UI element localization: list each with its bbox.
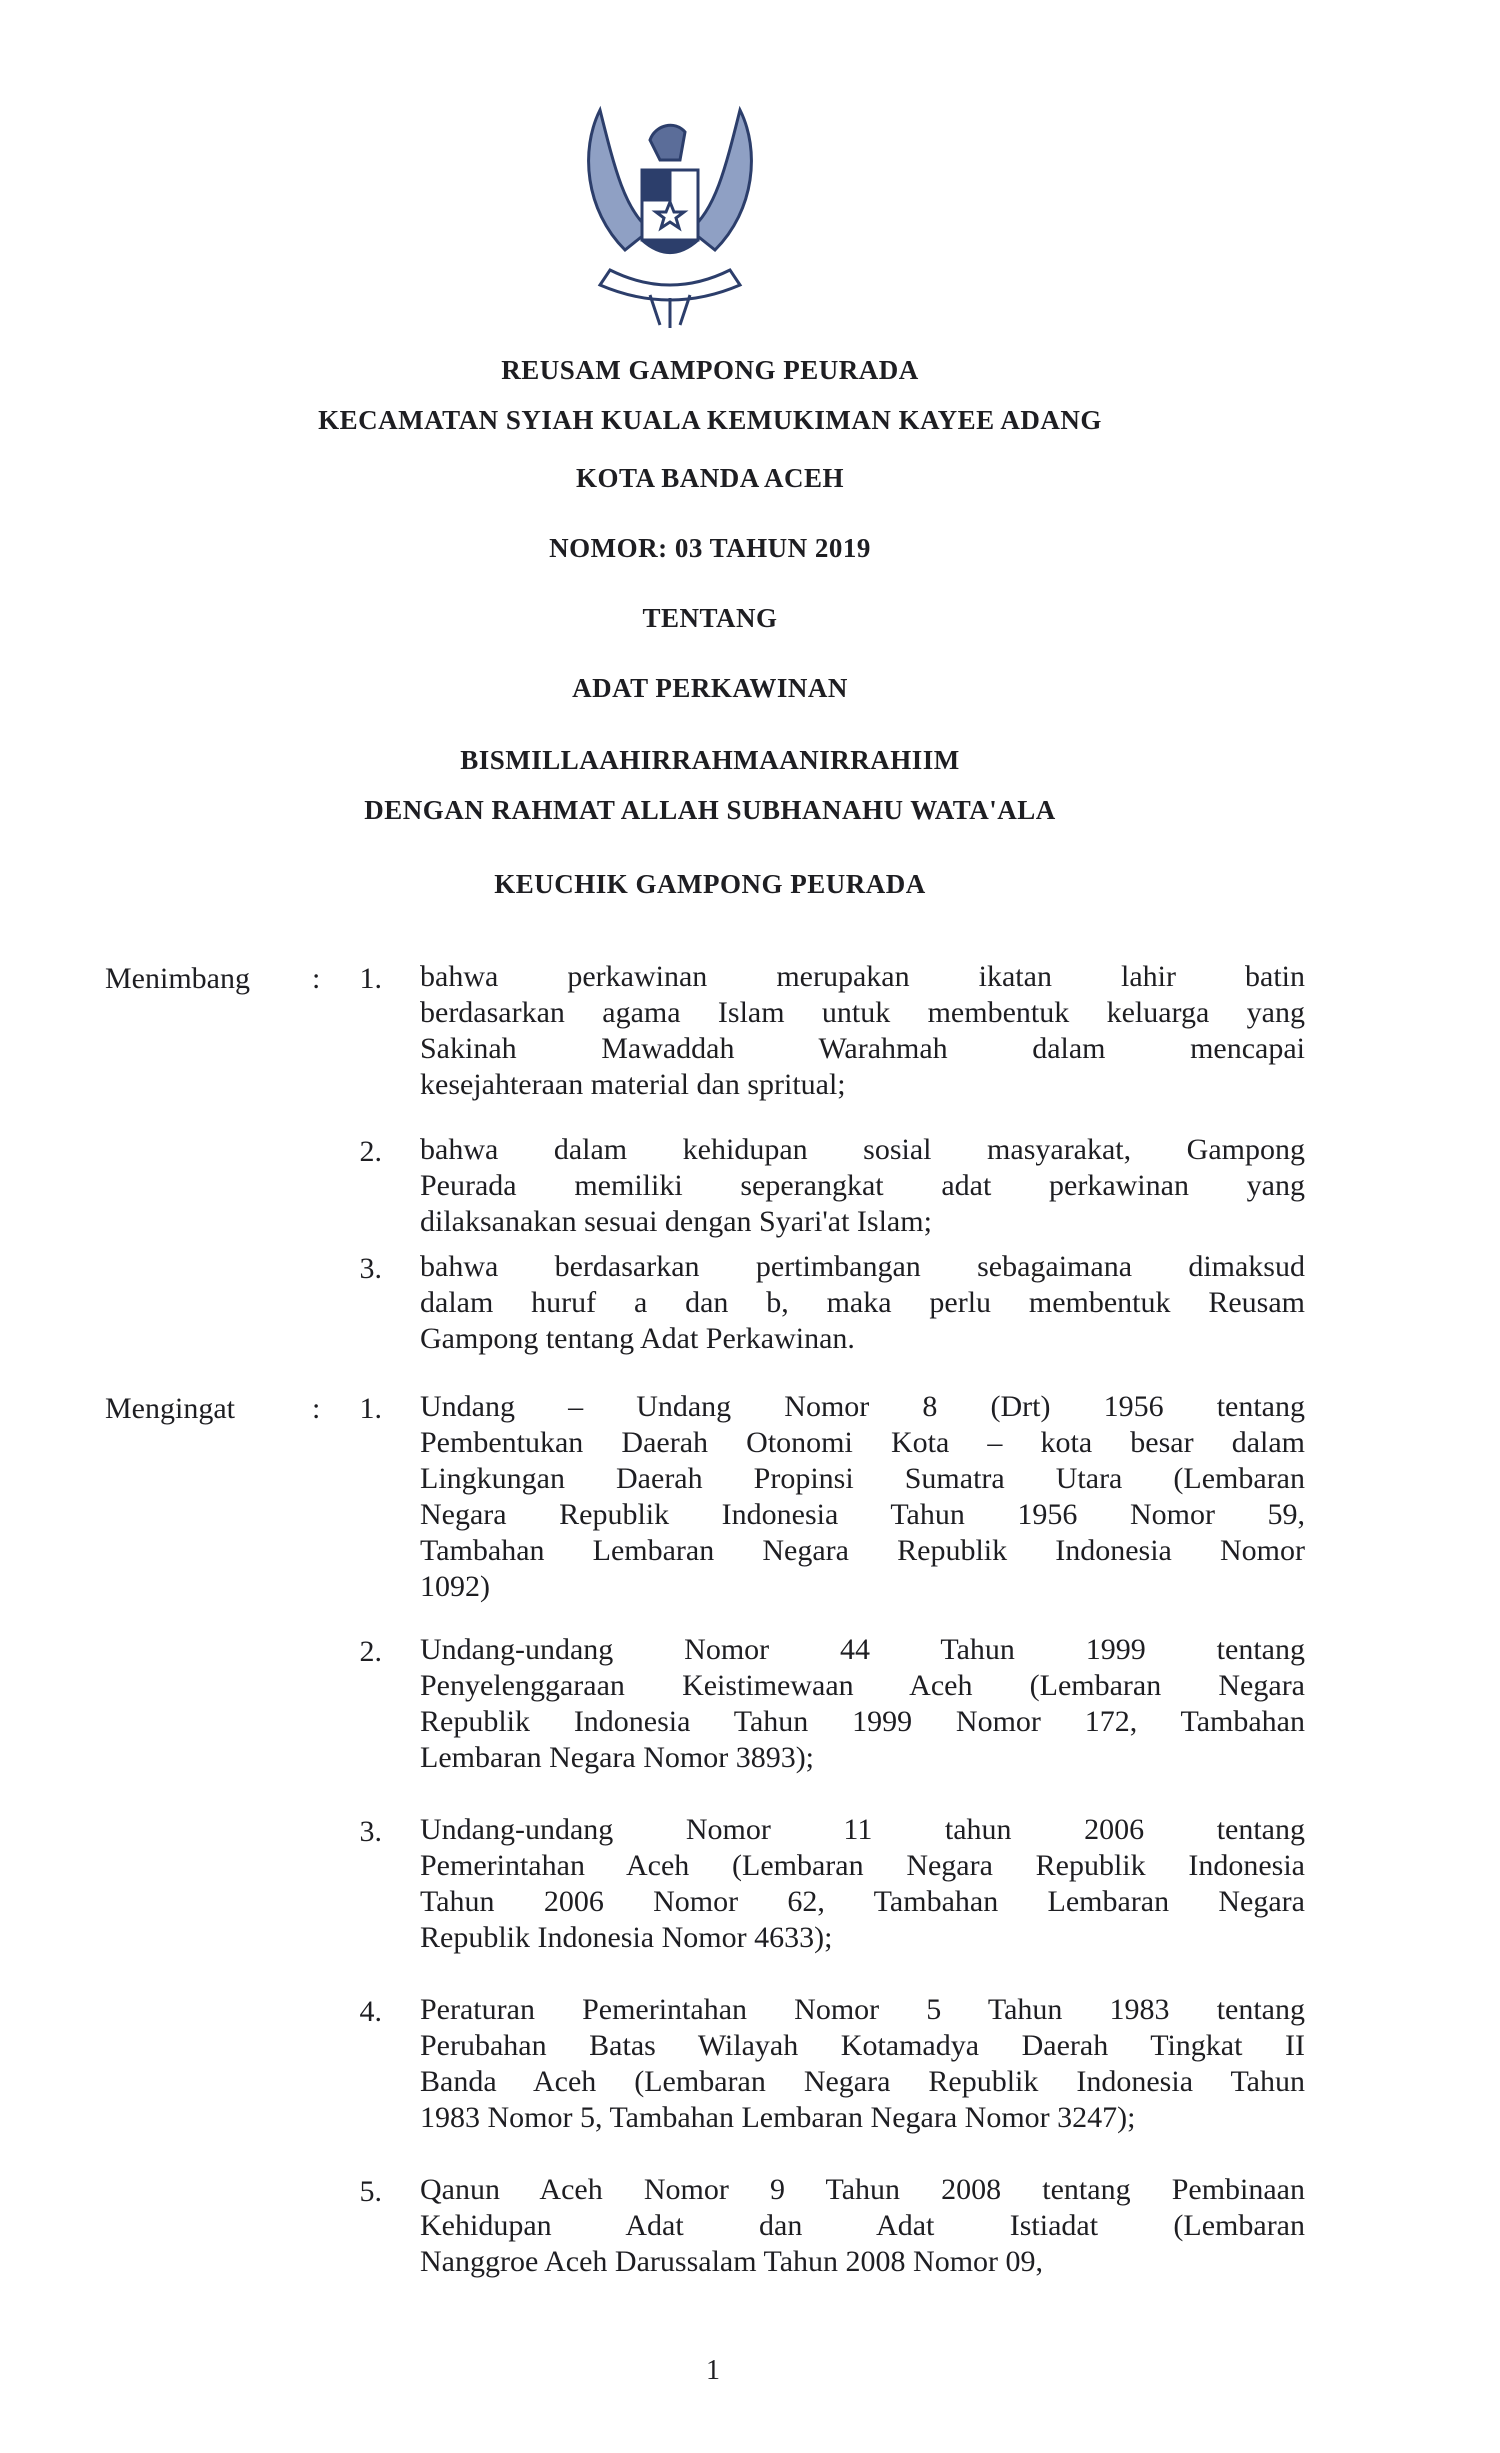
item-text-line: Peraturan Pemerintahan Nomor 5 Tahun 1983 tentang: [420, 1993, 1305, 2026]
title-kota: KOTA BANDA ACEH: [575, 463, 845, 493]
item-number: 5.: [359, 2175, 382, 2208]
item-text-line: dalam huruf a dan b, maka perlu membentuk Reusam: [420, 1286, 1305, 1319]
item-text-line: 1092): [420, 1570, 490, 1603]
list-item: [420, 2172, 1305, 2280]
item-text-line: Negara Republik Indonesia Tahun 1956 Nomor 59,: [420, 1498, 1305, 1531]
item-number: 3.: [359, 1252, 382, 1285]
list-item: [420, 1632, 1305, 1776]
item-text-line: Republik Indonesia Nomor 4633);: [420, 1921, 833, 1954]
item-text-line: bahwa berdasarkan pertimbangan sebagaimana dimaksud: [420, 1250, 1305, 1283]
title-nomor: NOMOR: 03 TAHUN 2019: [549, 533, 871, 563]
section-label-mengingat: Mengingat: [105, 1392, 235, 1425]
title-subject: ADAT PERKAWINAN: [572, 673, 848, 703]
item-text-line: 1983 Nomor 5, Tambahan Lembaran Negara Nomor 3247);: [420, 2101, 1136, 2134]
item-text-line: Qanun Aceh Nomor 9 Tahun 2008 tentang Pembinaan: [420, 2173, 1305, 2206]
list-item: [420, 1812, 1305, 1956]
item-text-line: Penyelenggaraan Keistimewaan Aceh (Lembaran Negara: [420, 1669, 1305, 1702]
section-colon: :: [312, 1392, 321, 1425]
item-text-line: bahwa dalam kehidupan sosial masyarakat, Gampong: [420, 1133, 1305, 1166]
item-text-line: Kehidupan Adat dan Adat Istiadat (Lembaran: [420, 2209, 1305, 2242]
item-text-line: Perubahan Batas Wilayah Kotamadya Daerah Tingkat II: [420, 2029, 1305, 2062]
item-text-line: Undang-undang Nomor 11 tahun 2006 tentang: [420, 1813, 1305, 1846]
title-bismillah: BISMILLAAHIRRAHMAANIRRAHIIM: [460, 745, 960, 775]
item-text-line: Gampong tentang Adat Perkawinan.: [420, 1322, 855, 1355]
list-item: [420, 959, 1305, 1103]
section-colon: :: [312, 962, 321, 995]
item-text-line: Tambahan Lembaran Negara Republik Indonesia Nomor: [420, 1534, 1305, 1567]
title-rahmat: DENGAN RAHMAT ALLAH SUBHANAHU WATA'ALA: [364, 795, 1056, 825]
item-text-line: kesejahteraan material dan spritual;: [420, 1068, 846, 1101]
title-reusam: REUSAM GAMPONG PEURADA: [501, 355, 919, 385]
item-text-line: Republik Indonesia Tahun 1999 Nomor 172, Tambahan: [420, 1705, 1305, 1738]
title-kecamatan: KECAMATAN SYIAH KUALA KEMUKIMAN KAYEE ADANG: [318, 405, 1102, 435]
section-label-menimbang: Menimbang: [105, 962, 250, 995]
item-number: 1.: [359, 962, 382, 995]
item-text-line: Sakinah Mawaddah Warahmah dalam mencapai: [420, 1032, 1305, 1065]
list-item: [420, 1249, 1305, 1357]
list-item: [420, 1132, 1305, 1240]
item-text-line: Undang – Undang Nomor 8 (Drt) 1956 tentang: [420, 1390, 1305, 1423]
item-text-line: Pemerintahan Aceh (Lembaran Negara Republik Indonesia: [420, 1849, 1305, 1882]
item-text-line: Peurada memiliki seperangkat adat perkawinan yang: [420, 1169, 1305, 1202]
item-text-line: Undang-undang Nomor 44 Tahun 1999 tentang: [420, 1633, 1305, 1666]
item-text-line: dilaksanakan sesuai dengan Syari'at Islam;: [420, 1205, 932, 1238]
item-text-line: Nanggroe Aceh Darussalam Tahun 2008 Nomor 09,: [420, 2245, 1044, 2278]
item-text-line: bahwa perkawinan merupakan ikatan lahir batin: [420, 960, 1305, 993]
item-text-line: Lingkungan Daerah Propinsi Sumatra Utara (Lembaran: [420, 1462, 1305, 1495]
title-keuchik: KEUCHIK GAMPONG PEURADA: [494, 869, 926, 899]
item-text-line: berdasarkan agama Islam untuk membentuk keluarga yang: [420, 996, 1305, 1029]
list-item: [420, 1389, 1305, 1605]
item-number: 4.: [359, 1995, 382, 2028]
item-text-line: Lembaran Negara Nomor 3893);: [420, 1741, 815, 1774]
garuda-pancasila-emblem-icon: [580, 100, 760, 330]
item-text-line: Banda Aceh (Lembaran Negara Republik Indonesia Tahun: [420, 2065, 1305, 2098]
item-text-line: Pembentukan Daerah Otonomi Kota – kota besar dalam: [420, 1426, 1305, 1459]
title-tentang: TENTANG: [642, 603, 778, 633]
page-number: 1: [706, 2355, 720, 2386]
item-number: 1.: [359, 1392, 382, 1425]
item-number: 2.: [359, 1635, 382, 1668]
item-number: 3.: [359, 1815, 382, 1848]
list-item: [420, 1992, 1305, 2136]
item-number: 2.: [359, 1135, 382, 1168]
item-text-line: Tahun 2006 Nomor 62, Tambahan Lembaran Negara: [420, 1885, 1305, 1918]
